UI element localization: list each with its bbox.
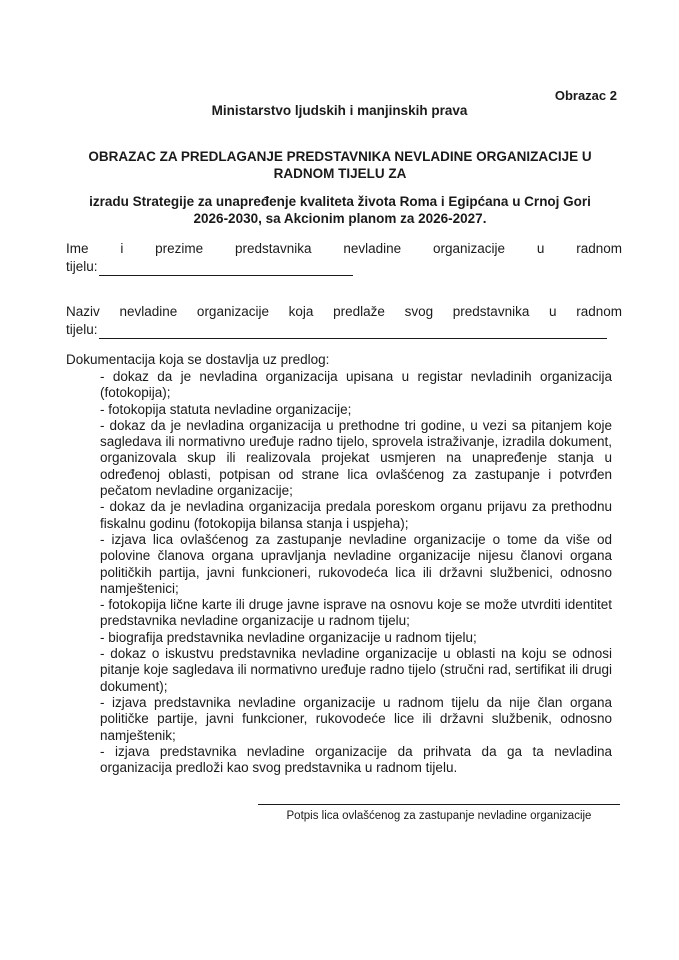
form-title <box>70 148 610 182</box>
list-item: - izjava predstavnika nevladine organizacije da prihvata da ga ta nevladina organizacija predloži kao svog predstavnika u radnom tijelu. <box>100 743 612 776</box>
organization-name-label: Naziv nevladine organizacije koja predlaže svog predstavnika u radnom <box>66 304 622 319</box>
organization-name-input[interactable] <box>99 325 607 339</box>
form-subtitle <box>70 193 610 227</box>
organization-name-field <box>66 303 622 339</box>
form-subtitle-line2: 2026-2030, sa Akcionim planom za 2026-2027. <box>193 211 487 226</box>
list-item: - dokaz da je nevladina organizacija predala poreskom organu prijavu za prethodnu fiskalnu godinu (fotokopija bilansa stanja i uspjeha); <box>100 499 612 531</box>
list-item: - fotokopija statuta nevladine organizacije; <box>100 401 352 417</box>
list-item: - dokaz da je nevladina organizacija upisana u registar nevladinih organizacija (fotokopija); <box>100 369 612 401</box>
representative-name-field <box>66 240 622 276</box>
list-item: - fotokopija lične karte ili druge javne isprave na osnovu koje se može utvrditi identitet predstavnika nevladine organizacije u radnom tijelu; <box>100 597 612 629</box>
form-title-line1: OBRAZAC ZA PREDLAGANJE PREDSTAVNIKA NEVLADINE ORGANIZACIJE U <box>88 149 592 164</box>
list-item: - biografija predstavnika nevladine organizacije u radnom tijelu; <box>100 629 477 645</box>
representative-name-input[interactable] <box>99 262 353 276</box>
form-title-line2: RADNOM TIJELU ZA <box>273 166 407 181</box>
representative-name-label-cont: tijelu: <box>66 259 98 274</box>
list-item: - izjava lica ovlašćenog za zastupanje nevladine organizacije o tome da više od polovine članova organa upravljanja nevladine organizacije nijesu članovi organa političkih partija, javni funkcioneri, rukovodeća lica ili državni službenici, odnosno namještenici; <box>100 531 612 596</box>
list-item: - dokaz da je nevladina organizacija u prethodne tri godine, u vezi sa pitanjem koje sagledava ili normativno uređuje radno tijelo, sprovela istraživanje, izradila dokument, organizovala skup ili realizovala projekat usmjeren na unapređenje stanja u određenoj oblasti, potpisan od strane lica ovlašćenog za zastupanje i potvrđen pečatom nevladine organizacije; <box>100 417 612 499</box>
signature-line[interactable] <box>258 804 620 805</box>
representative-name-label: Ime i prezime predstavnika nevladine organizacije u radnom <box>66 241 622 256</box>
documentation-heading: Dokumentacija koja se dostavlja uz predlog: <box>66 352 330 367</box>
form-number: Obrazac 2 <box>554 88 617 103</box>
list-item: - dokaz o iskustvu predstavnika nevladine organizacije u oblasti na koju se odnosi pitanje koje sagledava ili normativno uređuje radno tijelo (stručni rad, sertifikat ili drugi dokument); <box>100 646 612 694</box>
signature-caption: Potpis lica ovlašćenog za zastupanje nevladine organizacije <box>286 810 592 822</box>
organization-name-label-cont: tijelu: <box>66 322 98 337</box>
ministry-name: Ministarstvo ljudskih i manjinskih prava <box>211 103 468 118</box>
list-item: - izjava predstavnika nevladine organizacije u radnom tijelu da nije član organa političke partije, javni funkcioner, rukovodeće lice ili državni službenik, odnosno namještenik; <box>100 694 612 743</box>
documentation-list <box>100 369 612 776</box>
form-subtitle-line1: izradu Strategije za unapređenje kvaliteta života Roma i Egipćana u Crnoj Gori <box>89 194 591 209</box>
